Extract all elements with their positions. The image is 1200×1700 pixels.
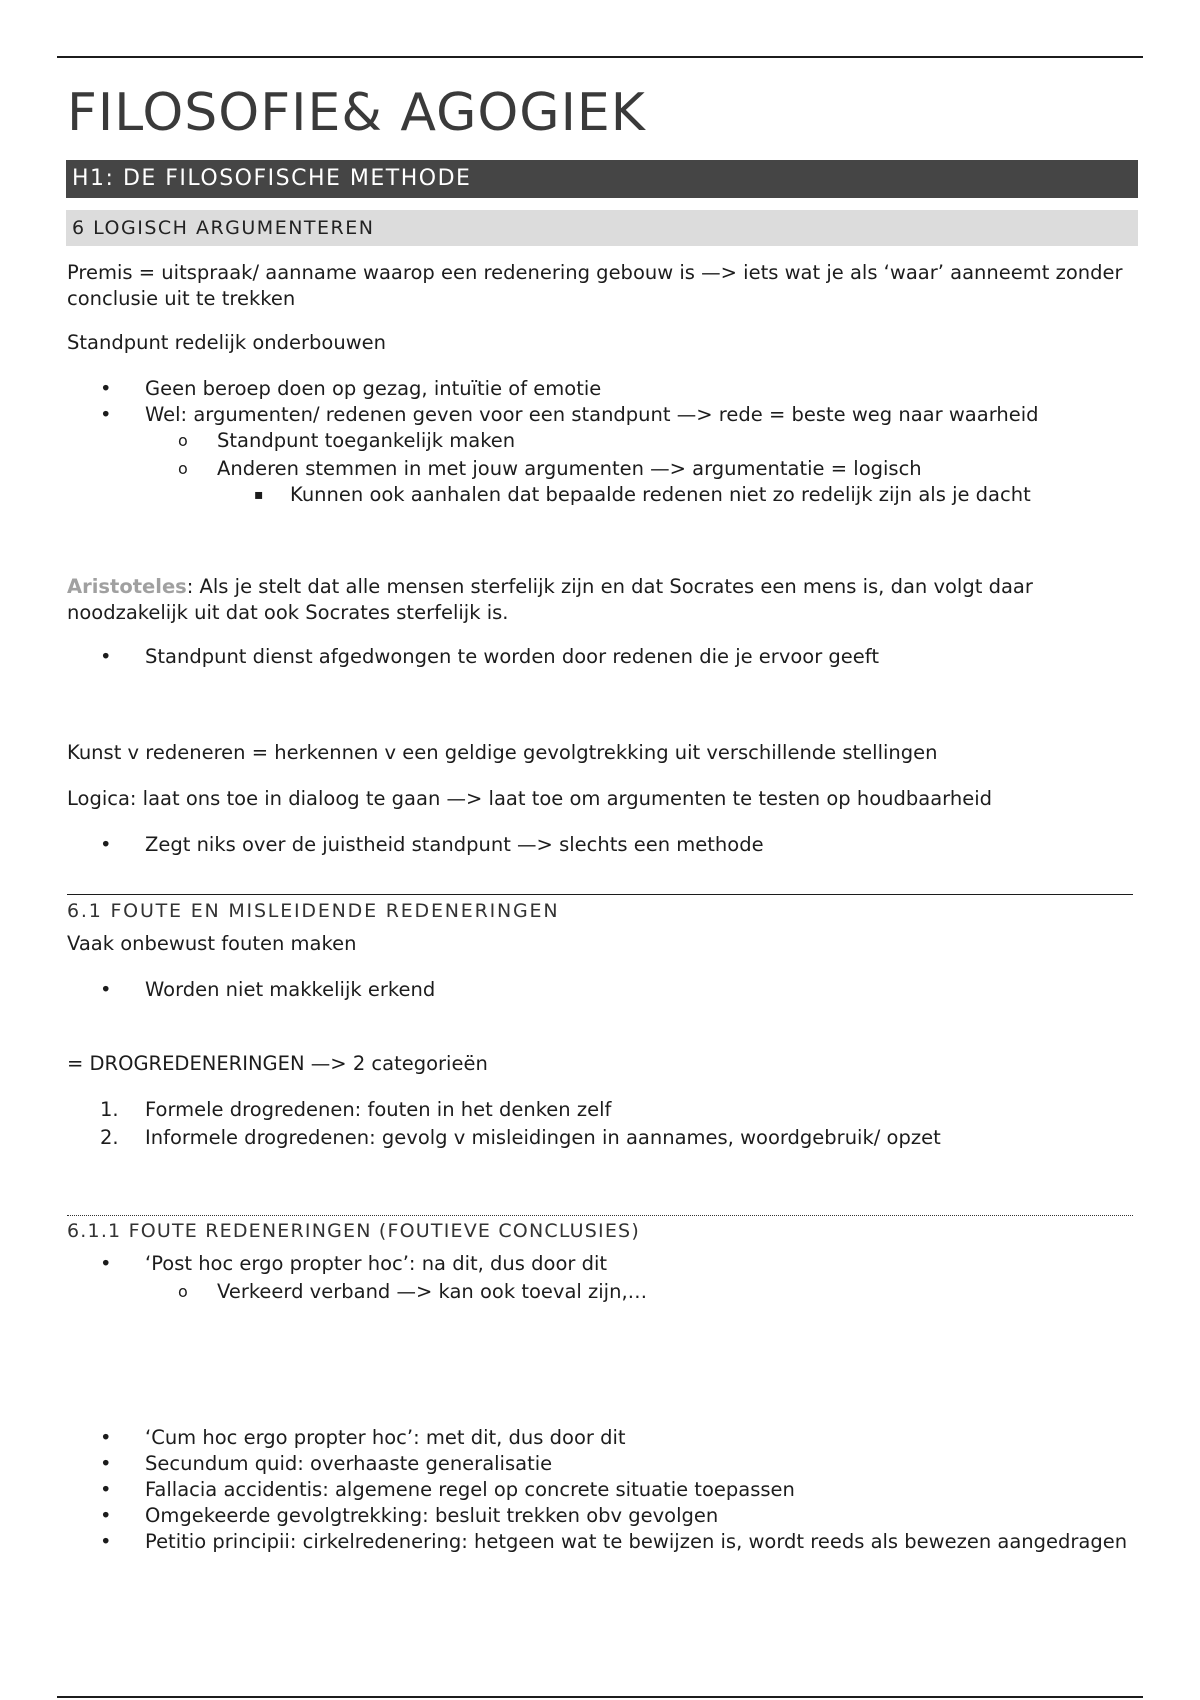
list-item: • Fallacia accidentis: algemene regel op concrete situatie toepassen (100, 1478, 795, 1501)
list-item: • Petitio principii: cirkelredenering: hetgeen wat te bewijzen is, wordt reeds als bewezen aangedragen (100, 1530, 1128, 1553)
list-item: • ‘Post hoc ergo propter hoc’: na dit, dus door dit (100, 1252, 608, 1275)
list-item: 1. Formele drogredenen: fouten in het denken zelf (100, 1098, 612, 1121)
list-item: • Geen beroep doen op gezag, intuïtie of emotie (100, 377, 602, 400)
logica-paragraph: Logica: laat ons toe in dialoog te gaan —> laat toe om argumenten te testen op houdbaarheid (67, 787, 993, 810)
list-item: ▪ Kunnen ook aanhalen dat bepaalde redenen niet zo redelijk zijn als je dacht (254, 483, 1031, 506)
aristoteles-list (67, 644, 1133, 670)
vaak-list (67, 977, 1133, 1003)
bottom-rule (57, 1696, 1143, 1698)
list-item: • ‘Cum hoc ergo propter hoc’: met dit, dus door dit (100, 1426, 626, 1449)
list-item: o Standpunt toegankelijk maken (178, 429, 516, 452)
list-item: • Worden niet makkelijk erkend (100, 978, 436, 1001)
premis-paragraph: Premis = uitspraak/ aanname waarop een redenering gebouw is —> iets wat je als ‘waar’ aanneemt zonder conclusie uit te trekken (67, 261, 1123, 310)
fallacies-list (67, 1425, 1133, 1555)
kunst-paragraph: Kunst v redeneren = herkennen v een geldige gevolgtrekking uit verschillende stellingen (67, 741, 938, 764)
vaak-paragraph: Vaak onbewust fouten maken (67, 932, 357, 955)
standpunt-list (67, 376, 1133, 508)
list-item: • Secundum quid: overhaaste generalisatie (100, 1452, 553, 1475)
list-item: • Zegt niks over de juistheid standpunt —> slechts een methode (100, 833, 764, 856)
list-item: • Omgekeerde gevolgtrekking: besluit trekken obv gevolgen (100, 1504, 719, 1527)
list-item: 2. Informele drogredenen: gevolg v misleidingen in aannames, woordgebruik/ opzet (100, 1126, 941, 1149)
aristoteles-paragraph: Aristoteles: Als je stelt dat alle mensen sterfelijk zijn en dat Socrates een mens is, dan volgt daar noodzakelijk uit dat ook Socrates sterfelijk is. (67, 575, 1033, 624)
list-item: o Verkeerd verband —> kan ook toeval zijn,… (178, 1280, 648, 1303)
list-item: • Wel: argumenten/ redenen geven voor een standpunt —> rede = beste weg naar waarheid (100, 403, 1039, 426)
heading-2: 6 LOGISCH ARGUMENTEREN (66, 210, 1138, 246)
heading-4: 6.1.1 FOUTE REDENERINGEN (FOUTIEVE CONCLUSIES) (67, 1215, 1133, 1243)
heading-3: 6.1 FOUTE EN MISLEIDENDE REDENERINGEN (67, 894, 1133, 923)
heading-1: H1: DE FILOSOFISCHE METHODE (66, 160, 1138, 198)
drog-list (67, 1097, 1133, 1151)
list-item: • Standpunt dienst afgedwongen te worden door redenen die je ervoor geeft (100, 645, 879, 668)
drog-paragraph: = DROGREDENERINGEN —> 2 categorieën (67, 1052, 488, 1075)
top-rule (57, 56, 1143, 58)
post-hoc-list (67, 1251, 1133, 1305)
document-content (67, 82, 1133, 1555)
logica-list (67, 832, 1133, 858)
document-title: FILOSOFIE& AGOGIEK (67, 83, 646, 143)
aristoteles-name: Aristoteles (67, 575, 187, 598)
list-item: o Anderen stemmen in met jouw argumenten —> argumentatie = logisch (178, 457, 922, 480)
standpunt-heading: Standpunt redelijk onderbouwen (67, 331, 387, 354)
